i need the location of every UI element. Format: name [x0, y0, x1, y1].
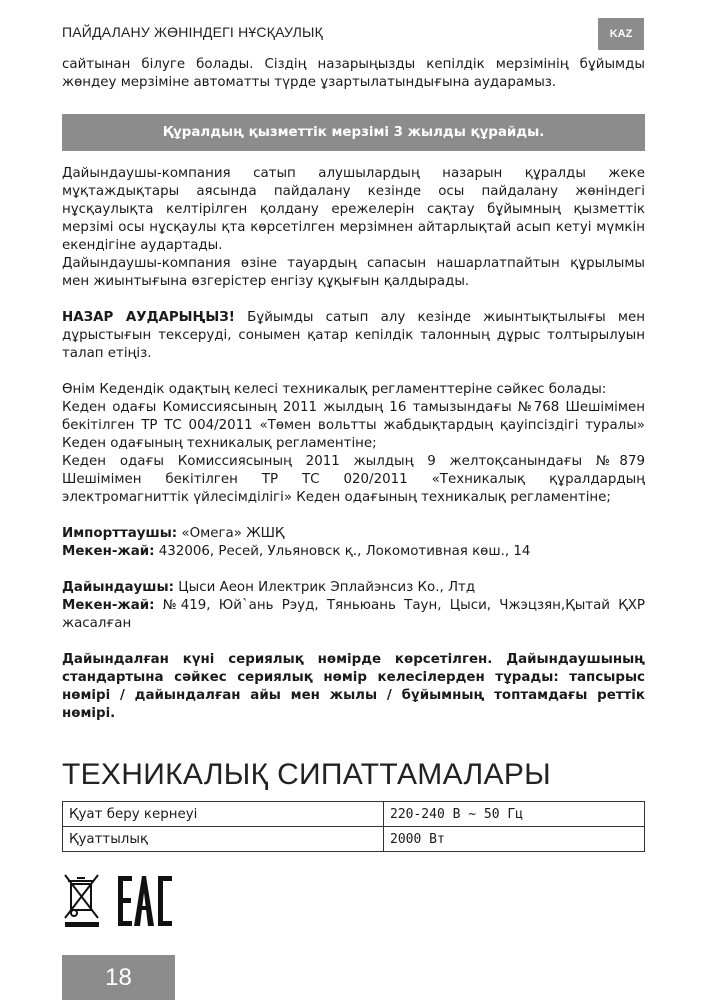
manufacturer-line	[62, 579, 645, 597]
certification-icons	[62, 870, 182, 930]
manufacturer-address-line	[62, 597, 645, 633]
table-row	[63, 827, 645, 852]
spec-value: 2000 Вт	[384, 827, 645, 852]
compliance-item: Кеден одағы Комиссиясының 2011 жылдың 9 желтоқсанындағы №879 Шешімімен бекітілген ТР ТС 020/2011 «Техникалық құралдардың электромагниттік үйлесімділігі» Кеден одағының техникалық регламентіне;	[62, 454, 645, 505]
serial-number-note	[62, 651, 645, 723]
serial-number-note-text: Дайындалған күні сериялық нөмірде көрсетілген. Дайындаушының стандартына сәйкес сериялық нөмір келесілерден тұрады: тапсырыс нөмірі / дайындалған айы мен жылы / бұйымның топтамдағы реттік нөмірі.	[62, 652, 645, 721]
manufacturer-address: №419, Юй`ань Рэуд, Тяньюань Таун, Цыси, Чжэцзян,Қытай ҚХР жасалған	[62, 598, 645, 631]
importer-address-label: Мекен-жай:	[62, 544, 155, 559]
compliance-intro: Өнім Кедендік одақтың келесі техникалық регламенттеріне сәйкес болады:	[62, 382, 607, 397]
manufacturer-address-label: Мекен-жай:	[62, 598, 155, 613]
compliance-item: Кеден одағы Комиссиясының 2011 жылдың 16 тамызындағы №768 Шешімімен бекітілген ТР ТС 004/2011 «Төмен вольтты жабдықтардың қауіпсіздігі туралы» Кеден одағының техникалық регламентіне;	[62, 400, 645, 451]
importer-value: «Омега» ЖШҚ	[177, 526, 285, 541]
crossed-bin-icon	[62, 870, 182, 930]
service-life-paragraph: Дайындаушы-компания сатып алушылардың назарын құралды жеке мұқтаждықтары аясында пайдалану кезінде осы пайдалану жөніндегі нұсқаулықта келтірілген қолдану ережелерін сақтау бұйымның қызметтік мерзімі осы нұсқаулы қта көрсетілген мерзімнен айтарлықтай асып кетуі мүмкін екендігіне аудартады.	[62, 166, 645, 253]
spec-value: 220-240 В ~ 50 Гц	[384, 802, 645, 827]
importer-line	[62, 525, 645, 543]
specs-title: ТЕХНИКАЛЫҚ СИПАТТАМАЛАРЫ	[62, 758, 552, 791]
manufacturer-rights-paragraph: Дайындаушы-компания өзіне тауардың сапасын нашарлатпайтын құрылымы мен жиынтығына өзгерістер енгізу құқығын қалдырады.	[62, 256, 645, 289]
manufacturer-label: Дайындаушы:	[62, 580, 174, 595]
attention-label: НАЗАР АУДАРЫҢЫЗ!	[62, 310, 235, 325]
main-content	[62, 56, 645, 723]
spec-label: Қуат беру кернеуі	[63, 802, 384, 827]
importer-address-line	[62, 543, 645, 561]
manufacturer-value: Цыси Аеон Илектрик Эплайэнсиз Ко., Лтд	[173, 580, 476, 595]
attention-paragraph	[62, 309, 645, 363]
importer-address: 432006, Ресей, Ульяновск қ., Локомотивная көш., 14	[154, 544, 531, 559]
importer-label: Импорттаушы:	[62, 526, 178, 541]
page-number: 18	[62, 955, 175, 1000]
intro-text: сайтынан білуге болады. Сіздің назарыңызды кепілдік мерзімінің бұйымды жөндеу мерзіміне автоматты түрде ұзартылатындығына аударамыз.	[62, 57, 645, 90]
page-header-title: ПАЙДАЛАНУ ЖӨНІНДЕГІ НҰСҚАУЛЫҚ	[62, 24, 323, 40]
language-badge: KAZ	[598, 18, 644, 50]
specs-table	[62, 801, 645, 852]
table-row	[63, 802, 645, 827]
spec-label: Қуаттылық	[63, 827, 384, 852]
attention-text: Бұйымды сатып алу кезінде жиынтықтылығы мен дұрыстығын тексеруді, сонымен қатар кепілдік талонның дұрыс толтырылуын талап етіңіз.	[62, 310, 645, 361]
service-life-banner: Құралдың қызметтік мерзімі 3 жылды құрайды.	[62, 114, 645, 151]
